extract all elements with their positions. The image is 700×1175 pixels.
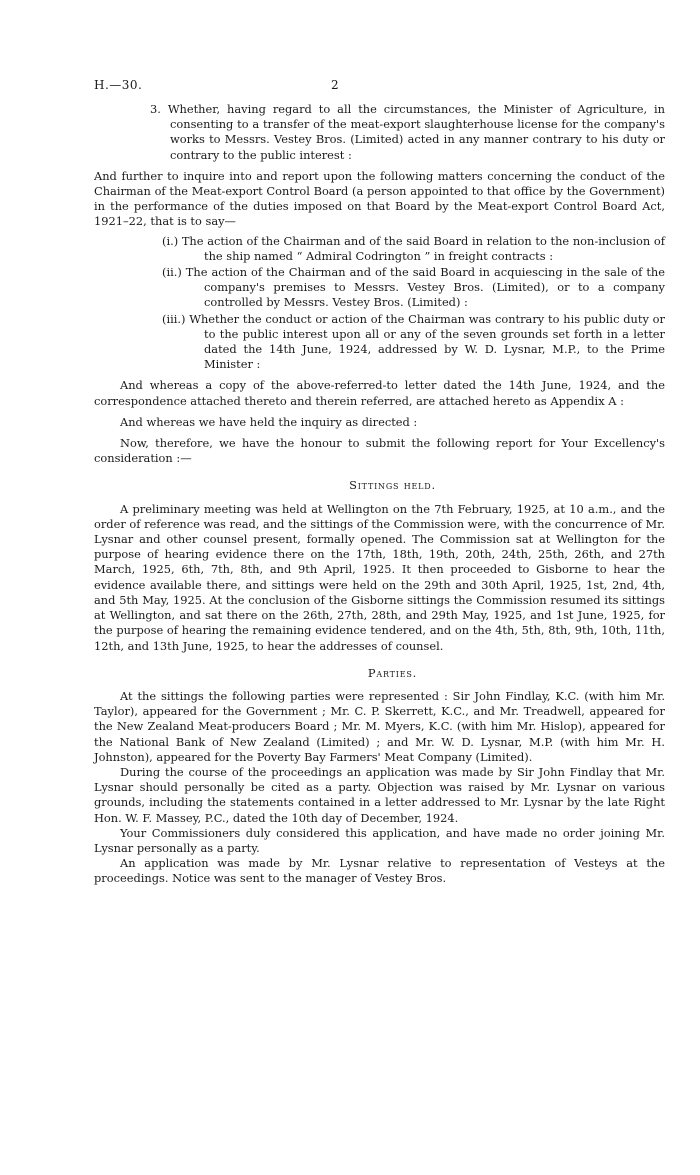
sub-item-i: (i.) The action of the Chairman and of the said Board in relation to the non-inclusion of the ship named “ Admiral Codrington ” in freight contracts : [162, 233, 665, 263]
whereas-held-paragraph: And whereas we have held the inquiry as directed : [120, 414, 418, 429]
parties-heading: Parties. [367, 665, 418, 680]
sittings-paragraph: A preliminary meeting was held at Wellington on the 7th February, 1925, at 10 a.m., and the order of reference was read, and the sittings of the Commission were, with the concurrence of Mr. Lysnar and other counsel present, formally opened. The Commission sat at Wellington for the purpose of hearing evidence there on the 17th, 18th, 19th, 20th, 24th, 25th, 26th, and 27th March, 1925, 6th, 7th, 8th, and 9th April, 1925. It then proceeded to Gisborne to hear the evidence available there, and sittings were held on the 29th and 30th April, 1925, 1st, 2nd, 4th, and 5th May, 1925. At the conclusion of the Gisborne sittings the Commission resumed its sittings at Wellington, and sat there on the 26th, 27th, 28th, and 29th May, 1925, and 1st June, 1925, for the purpose of hearing the remaining evidence tendered, and on the 4th, 5th, 8th, 9th, 10th, 11th, 12th, and 13th June, 1925, to hear the addresses of counsel. [94, 501, 665, 653]
sub-item-ii: (ii.) The action of the Chairman and of the said Board in acquiescing in the sale of the company's premises to Messrs. Vestey Bros. (Limited), or to a company controlled by Messrs. Vestey Bros. (Limited) : [162, 265, 665, 310]
further-inquire-paragraph: And further to inquire into and report upon the following matters concerning the conduct of the Chairman of the Meat-export Control Board (a person appointed to that office by the Government) in the performance of the duties imposed on that Board by the Meat-export Control Board Act, 1921–22, that is to say— [94, 168, 665, 229]
page-header [94, 78, 614, 96]
sub-item-iii: (iii.) Whether the conduct or action of the Chairman was contrary to his public duty or to the public interest upon all or any of the seven grounds set forth in a letter dated the 14th June, 1924, addressed by W. D. Lysnar, M.P., to the Prime Minister : [162, 311, 665, 372]
parties-paragraph-3: Your Commissioners duly considered this application, and have made no order joining Mr. Lysnar personally as a party. [94, 825, 665, 855]
page-body [94, 102, 665, 887]
whereas-copy-paragraph: And whereas a copy of the above-referred-to letter dated the 14th June, 1924, and the correspondence attached thereto and therein referred, are attached hereto as Appendix A : [94, 378, 665, 408]
page-number: 2 [331, 78, 339, 92]
document-id: H.—30. [94, 78, 143, 92]
item-3: 3. Whether, having regard to all the circumstances, the Minister of Agriculture, in consenting to a transfer of the meat-export slaughterhouse license for the company's works to Messrs. Vestey Bros. (Limited) acted in any manner contrary to his duty or contrary to the public interest : [150, 102, 665, 162]
parties-paragraph-1: At the sittings the following parties were represented : Sir John Findlay, K.C. (with him Mr. Taylor), appeared for the Government ; Mr. C. P. Skerrett, K.C., and Mr. Treadwell, appeared for the New Zealand Meat-producers Board ; Mr. M. Myers, K.C. (with him Mr. Hislop), appeared for the National Bank of New Zealand (Limited) ; and Mr. W. D. Lysnar, M.P. (with him Mr. H. Johnston), appeared for the Poverty Bay Farmers' Meat Company (Limited). [94, 688, 665, 764]
parties-paragraph-4: An application was made by Mr. Lysnar relative to representation of Vesteys at the proceedings. Notice was sent to the manager of Vestey Bros. [94, 856, 665, 886]
now-therefore-paragraph: Now, therefore, we have the honour to submit the following report for Your Excellency's consideration :— [94, 436, 665, 466]
parties-paragraph-2: During the course of the proceedings an application was made by Sir John Findlay that Mr. Lysnar should personally be cited as a party. Objection was raised by Mr. Lysnar on various grounds, including the statements contained in a letter addressed to Mr. Lysnar by the late Right Hon. W. F. Massey, P.C., dated the 10th day of December, 1924. [94, 764, 665, 825]
sittings-heading: Sittings held. [349, 478, 436, 493]
